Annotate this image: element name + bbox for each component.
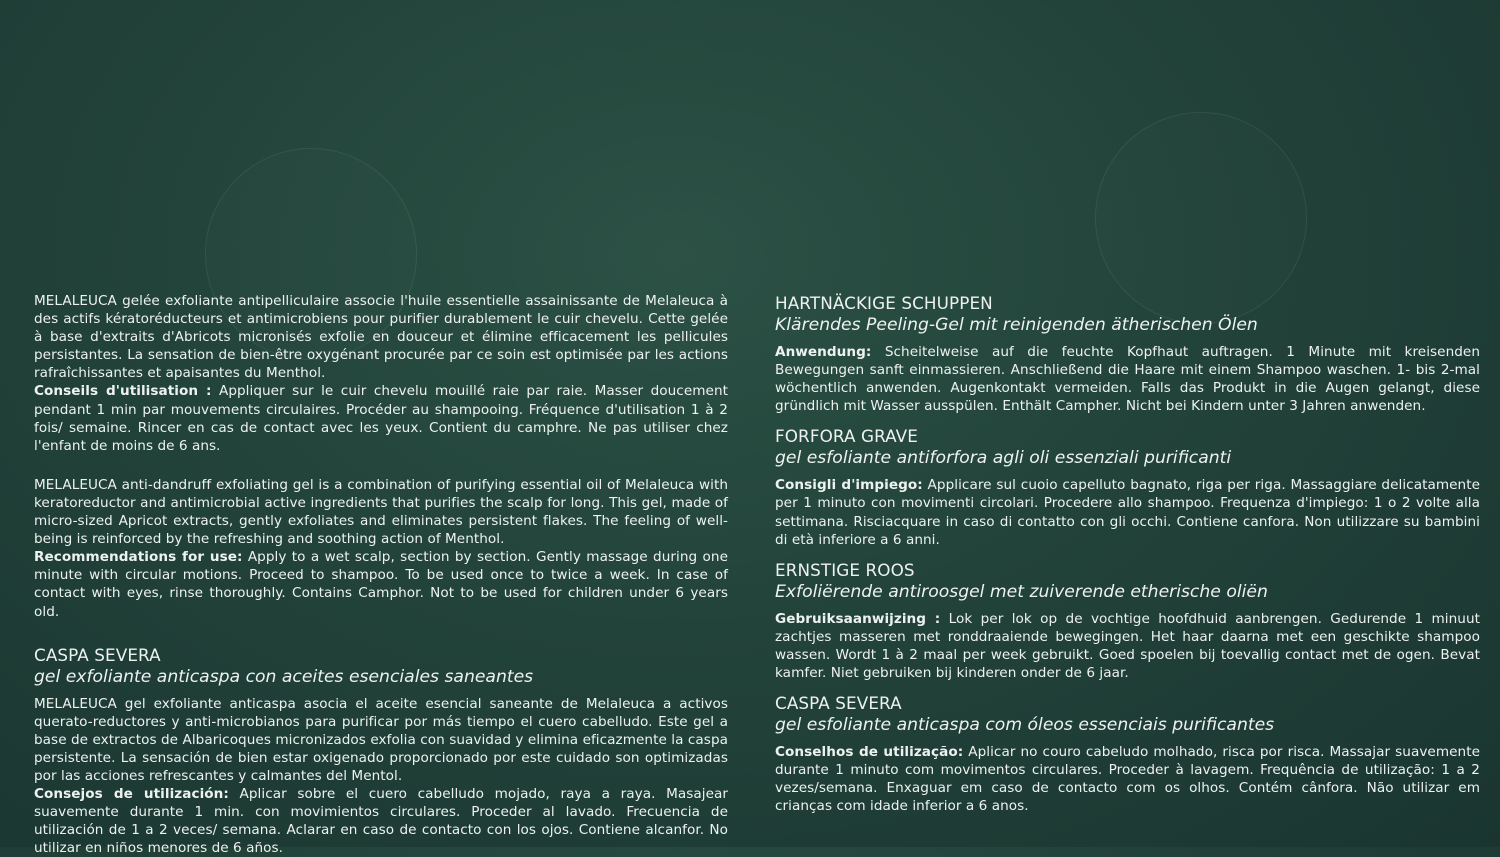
section-es <box>34 644 728 857</box>
it-usage-text: Applicare sul cuoio capelluto bagnato, riga per riga. Massaggiare delicatamente per 1 minuto con movimenti circolari. Procedere allo shampoo. Frequenza d'impiego: 1 o 2 volte alla settimana. Risciacquare in caso di contatto con gli occhi. Contiene canfora. Non utilizzare su bambini di età inferiore a 6 anni. <box>775 477 1480 548</box>
pt-usage-text: Aplicar no couro cabeludo molhado, risca por risca. Massajar suavemente durante 1 minuto com movimentos circulares. Proceder à lavagem. Frequência de utilização: 1 a 2 vezes/semana. Enxaguar em caso de contacto com os olhos. Contém cânfora. Não utilizar em crianças com idade inferior a 6 anos. <box>775 744 1480 815</box>
es-intro: MELALEUCA gel exfoliante anticaspa asocia el aceite esencial saneante de Melaleuca a activos querato-reductores y anti-microbianos para purificar por más tiempo el cuero cabelludo. Este gel a base de extractos de Albaricoques micronizados exfolia con suavidad y elimina eficazmente la caspa persistente. La sensación de bien estar oxigenado proporcionado por este cuidado son optimizadas por las acciones refrescantes y calmantes del Mentol. <box>34 695 728 784</box>
section-nl <box>775 559 1480 682</box>
pt-usage-label: Conselhos de utilização: <box>775 744 964 761</box>
es-usage-label: Consejos de utilización: <box>34 786 229 803</box>
es-usage-text: Aplicar sobre el cuero cabelludo mojado, raya a raya. Masajear suavemente durante 1 min. con movimientos circulares. Proceder al lavado. Frecuencia de utilización de 1 a 2 veces/ semana. Aclarar en caso de contacto con los ojos. Contiene alcanfor. No utilizar en niños menores de 6 años. <box>34 786 729 857</box>
nl-usage-label: Gebruiksaanwijzing : <box>775 610 941 627</box>
section-de <box>775 292 1480 415</box>
en-usage-text: Apply to a wet scalp, section by section. Gently massage during one minute with circular motions. Proceed to shampoo. To be used once to twice a week. In case of contact with eyes, rinse thoroughly. Contains Camphor. Not to be used for children under 6 years old. <box>34 549 728 620</box>
nl-usage <box>775 610 1480 682</box>
it-usage-label: Consigli d'impiego: <box>775 477 923 494</box>
section-en <box>34 476 728 621</box>
fr-usage-label: Conseils d'utilisation : <box>34 383 212 400</box>
it-heading: FORFORA GRAVE <box>775 426 918 447</box>
nl-heading: ERNSTIGE ROOS <box>775 559 915 580</box>
en-intro: MELALEUCA anti-dandruff exfoliating gel is a combination of purifying essential oil of Melaleuca with keratoreductor and antimicrobial active ingredients that purifies the scalp for long. This gel, made of micro-sized Apricot extracts, gently exfoliates and eliminates persistent flakes. The feeling of well-being is reinforced by the refreshing and soothing action of Menthol. <box>34 476 728 548</box>
pt-subtitle: gel esfoliante anticaspa com óleos essenciais purificantes <box>775 715 1275 736</box>
fr-usage <box>34 382 728 454</box>
fr-intro: MELALEUCA gelée exfoliante antipelliculaire associe l'huile essentielle assainissante de Melaleuca à des actifs kératoréducteurs et antimicrobiens pour purifier durablement le cuir chevelu. Cette gelée à base d'extraits d'Abricots micronisés exfolie en douceur et élimine efficacement les pellicules persistantes. La sensation de bien-être oxygénant procurée par ce soin est optimisée par les actions rafraîchissantes et apaisantes du Menthol. <box>34 293 728 382</box>
left-column <box>34 292 728 857</box>
section-pt <box>775 692 1480 815</box>
es-heading: CASPA SEVERA <box>34 644 161 665</box>
right-column <box>775 292 1480 816</box>
pt-usage <box>775 743 1480 815</box>
fr-usage-text: Appliquer sur le cuir chevelu mouillé raie par raie. Masser doucement pendant 1 min par mouvements circulaires. Procéder au shampooing. Fréquence d'utilisation 1 à 2 fois/ semaine. Rincer en cas de contact avec les yeux. Contient du camphre. Ne pas utiliser chez l'enfant de moins de 6 ans. <box>34 383 728 454</box>
de-usage-text: Scheitelweise auf die feuchte Kopfhaut auftragen. 1 Minute mit kreisenden Bewegungen sanft einmassieren. Anschließend die Haare mit einem Shampoo waschen. 1- bis 2-mal wöchentlich anwenden. Augenkontakt vermeiden. Falls das Produkt in die Augen gelangt, diese gründlich mit Wasser ausspülen. Enthält Campher. Nicht bei Kindern unter 3 Jahren anwenden. <box>775 344 1480 415</box>
de-usage-label: Anwendung: <box>775 344 872 360</box>
nl-subtitle: Exfoliërende antiroosgel met zuiverende etherische oliën <box>775 581 1268 602</box>
en-usage-label: Recommendations for use: <box>34 549 243 566</box>
nl-usage-text: Lok per lok op de vochtige hoofdhuid aanbrengen. Gedurende 1 minuut zachtjes masseren met ronddraaiende bewegingen. Het haar daarna met een geschikte shampoo wassen. Wordt 1 à 2 maal per week gebruikt. Goed spoelen bij toevallig contact met de ogen. Bevat kamfer. Niet gebruiken bij kinderen onder de 6 jaar. <box>775 610 1480 682</box>
de-subtitle: Klärendes Peeling-Gel mit reinigenden ätherischen Ölen <box>775 315 1258 335</box>
de-heading: HARTNÄCKIGE SCHUPPEN <box>775 293 993 313</box>
en-usage <box>34 548 728 620</box>
it-subtitle: gel esfoliante antiforfora agli oli essenziali purificanti <box>775 448 1232 469</box>
pt-heading: CASPA SEVERA <box>775 693 902 714</box>
section-it <box>775 425 1480 548</box>
de-usage <box>775 343 1480 415</box>
es-usage <box>34 785 728 857</box>
section-fr <box>34 292 728 455</box>
es-subtitle: gel exfoliante anticaspa con aceites esenciales saneantes <box>34 666 534 687</box>
it-usage <box>775 476 1480 548</box>
